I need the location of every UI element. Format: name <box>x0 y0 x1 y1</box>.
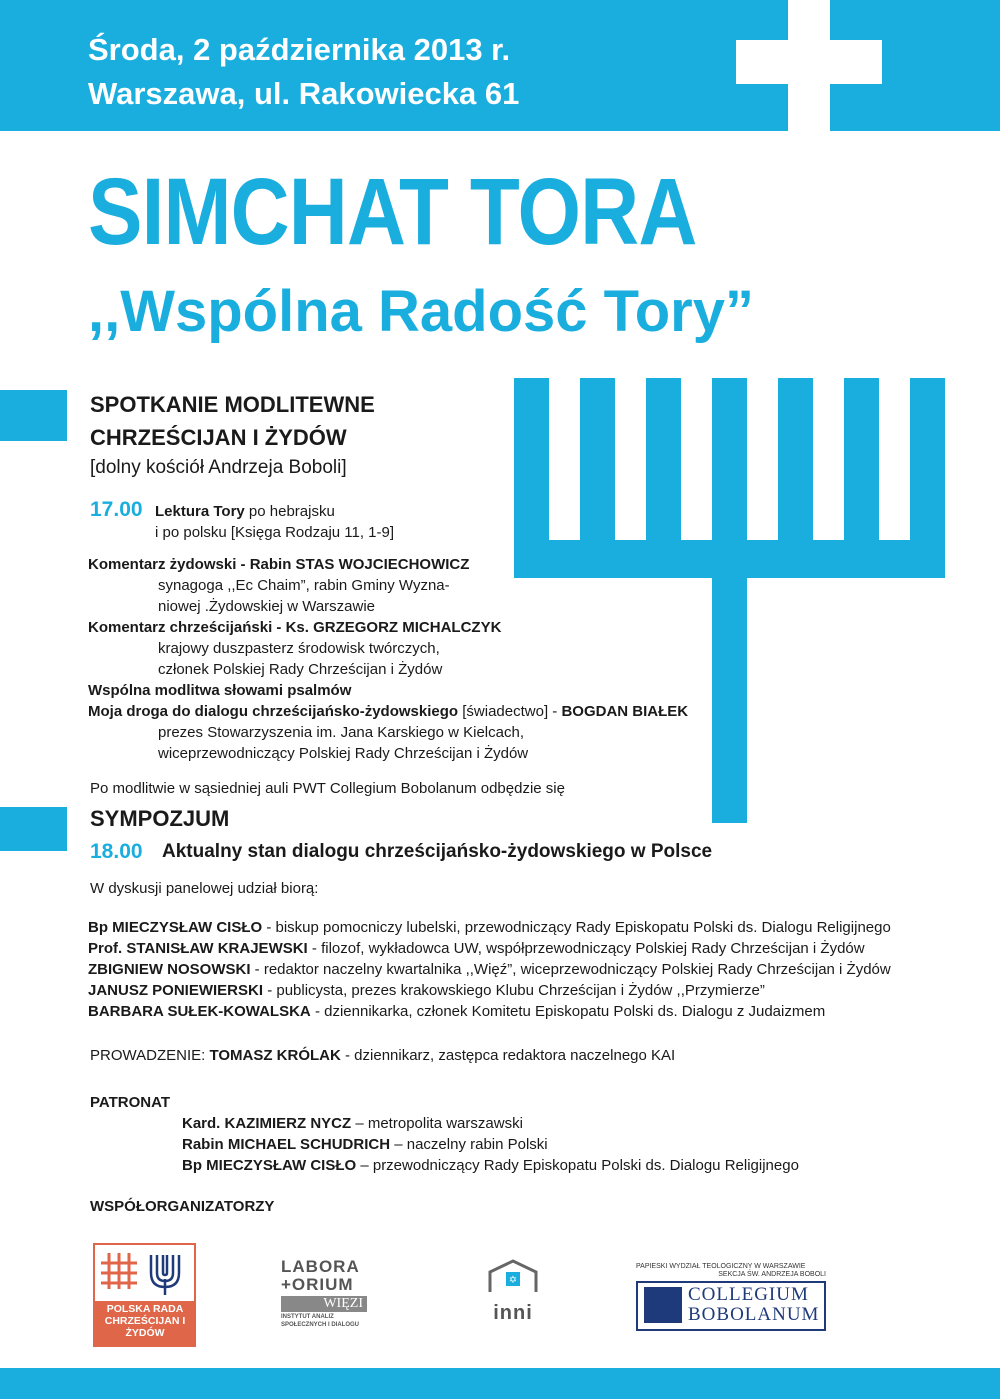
patron: Kard. KAZIMIERZ NYCZ – metropolita warszawski <box>182 1115 523 1132</box>
logo-laboratorium <box>281 1258 371 1338</box>
moderation: PROWADZENIE: TOMASZ KRÓLAK - dziennikarz, zastępca redaktora naczelnego KAI <box>90 1047 676 1064</box>
cross-icon-bar <box>736 40 882 84</box>
logo-polska-rada-text: POLSKA RADA CHRZEŚCIJAN I ŻYDÓW <box>104 1303 186 1339</box>
reading-line-2: i po polsku [Księga Rodzaju 11, 1-9] <box>155 524 395 541</box>
meeting-heading: SPOTKANIE MODLITEWNE <box>90 392 375 417</box>
patronage-heading: PATRONAT <box>90 1094 170 1111</box>
event-date: Środa, 2 października 2013 r. <box>88 32 511 67</box>
panelist: ZBIGNIEW NOSOWSKI - redaktor naczelny kwartalnika ,,Więź”, wiceprzewodniczący Polskiej Rady Chrześcijan i Żydów <box>88 961 891 978</box>
panelist: BARBARA SUŁEK-KOWALSKA - dziennikarka, członek Komitetu Episkopatu Polski ds. Dialogu z Judaizmem <box>88 1003 826 1020</box>
panelist: JANUSZ PONIEWIERSKI - publicysta, prezes krakowskiego Klubu Chrześcijan i Żydów ,,Przymierze” <box>88 982 765 999</box>
comment-christian-desc: krajowy duszpasterz środowisk twórczych, <box>158 640 440 657</box>
comment-christian-desc-2: członek Polskiej Rady Chrześcijan i Żydów <box>158 661 443 678</box>
meeting-location: [dolny kościół Andrzeja Boboli] <box>90 457 347 478</box>
footer-band <box>0 1368 1000 1399</box>
symposium-intro: Po modlitwie w sąsiedniej auli PWT Collegium Bobolanum odbędzie się <box>90 780 565 797</box>
reading-line-1: Lektura Tory po hebrajsku <box>155 503 335 520</box>
logo-col-name1: COLLEGIUM <box>688 1284 809 1305</box>
comment-jewish: Komentarz żydowski - Rabin STAS WOJCIECHOWICZ <box>88 556 470 573</box>
hash-menorah-icon <box>95 1249 194 1299</box>
testimony-desc: prezes Stowarzyszenia im. Jana Karskiego w Kielcach, <box>158 724 524 741</box>
logo-inni <box>478 1258 548 1338</box>
symposium-time: 18.00 <box>90 840 143 863</box>
meeting-time: 17.00 <box>90 498 143 521</box>
patron: Bp MIECZYSŁAW CISŁO – przewodniczący Rady Episkopatu Polski ds. Dialogu Religijnego <box>182 1157 799 1174</box>
symposium-topic: Aktualny stan dialogu chrześcijańsko-żydowskiego w Polsce <box>162 841 713 862</box>
logo-col-emblem <box>644 1287 682 1323</box>
panelist-list <box>88 917 891 1022</box>
panel-intro: W dyskusji panelowej udział biorą: <box>90 880 319 897</box>
panelist: Prof. STANISŁAW KRAJEWSKI - filozof, wykładowca UW, współprzewodniczący Polskiej Rady Chrześcijan i Żydów <box>88 940 865 957</box>
testimony: Moja droga do dialogu chrześcijańsko-żydowskiego [świadectwo] - BOGDAN BIAŁEK <box>88 703 689 720</box>
logo-col-top1: PAPIESKI WYDZIAŁ TEOLOGICZNY W WARSZAWIE <box>636 1263 806 1270</box>
logo-lab-sub2: SPOŁECZNYCH I DIALOGU <box>281 1322 360 1328</box>
logo-collegium <box>636 1263 826 1331</box>
patronage-list <box>182 1113 799 1176</box>
page-title: SIMCHAT TORA <box>88 159 697 265</box>
page-subtitle: ,,Wspólna Radość Tory” <box>88 279 755 344</box>
prayer: Wspólna modlitwa słowami psalmów <box>88 682 352 699</box>
comment-christian: Komentarz chrześcijański - Ks. GRZEGORZ MICHALCZYK <box>88 619 502 636</box>
logo-polska-rada <box>93 1243 196 1347</box>
logo-lab-top: LABORA <box>281 1257 360 1276</box>
logo-inni-text: inni <box>493 1302 533 1324</box>
house-star-icon <box>478 1258 548 1298</box>
decor-square <box>0 390 67 441</box>
comment-jewish-desc: synagoga ,,Ec Chaim”, rabin Gminy Wyzna- <box>158 577 450 594</box>
logo-col-top2: SEKCJA ŚW. ANDRZEJA BOBOLI <box>718 1271 826 1278</box>
patron: Rabin MICHAEL SCHUDRICH – naczelny rabin Polski <box>182 1136 548 1153</box>
meeting-heading-2: CHRZEŚCIJAN I ŻYDÓW <box>90 425 347 450</box>
decor-square <box>0 807 67 851</box>
logo-col-name2: BOBOLANUM <box>688 1304 820 1325</box>
logo-lab-box: WIĘZI <box>281 1296 367 1312</box>
symposium-heading: SYMPOZJUM <box>90 806 230 831</box>
organizers-heading: WSPÓŁORGANIZATORZY <box>90 1198 275 1215</box>
logo-lab-sub1: INSTYTUT ANALIZ <box>281 1314 334 1320</box>
panelist: Bp MIECZYSŁAW CISŁO - biskup pomocniczy lubelski, przewodniczący Rady Episkopatu Polski ds. Dialogu Religijnego <box>88 919 891 936</box>
svg-text:✡: ✡ <box>508 1275 518 1286</box>
testimony-desc-2: wiceprzewodniczący Polskiej Rady Chrześcijan i Żydów <box>158 745 529 762</box>
logo-lab-mid: +ORIUM <box>281 1275 354 1294</box>
comment-jewish-desc-2: niowej .Żydowskiej w Warszawie <box>158 598 376 615</box>
event-place: Warszawa, ul. Rakowiecka 61 <box>88 76 520 111</box>
